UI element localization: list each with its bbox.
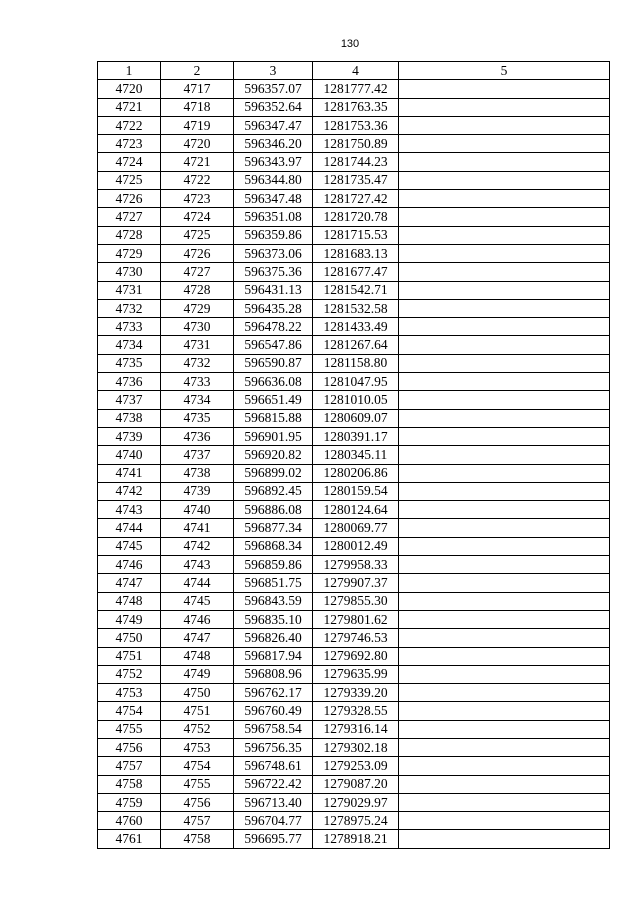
table-cell-col-4: 1279855.30 bbox=[313, 592, 399, 610]
table-cell-col-1: 4735 bbox=[98, 354, 161, 372]
table-row bbox=[98, 318, 610, 336]
table-cell-col-2: 4728 bbox=[161, 281, 234, 299]
table-cell-col-4: 1280391.17 bbox=[313, 427, 399, 445]
table-cell-col-5 bbox=[399, 793, 610, 811]
table-row bbox=[98, 263, 610, 281]
table-cell-col-5 bbox=[399, 775, 610, 793]
table-row bbox=[98, 793, 610, 811]
table-cell-col-3: 596859.86 bbox=[234, 556, 313, 574]
table-cell-col-2: 4717 bbox=[161, 80, 234, 98]
table-row bbox=[98, 501, 610, 519]
table-cell-col-3: 596435.28 bbox=[234, 299, 313, 317]
table-cell-col-3: 596815.88 bbox=[234, 409, 313, 427]
table-cell-col-4: 1279302.18 bbox=[313, 738, 399, 756]
table-cell-col-5 bbox=[399, 482, 610, 500]
table-cell-col-2: 4729 bbox=[161, 299, 234, 317]
table-cell-col-5 bbox=[399, 684, 610, 702]
table-row bbox=[98, 226, 610, 244]
table-cell-col-4: 1281532.58 bbox=[313, 299, 399, 317]
table-row bbox=[98, 299, 610, 317]
table-cell-col-1: 4739 bbox=[98, 427, 161, 445]
table-cell-col-3: 596352.64 bbox=[234, 98, 313, 116]
table-cell-col-4: 1279029.97 bbox=[313, 793, 399, 811]
table-cell-col-1: 4720 bbox=[98, 80, 161, 98]
table-cell-col-2: 4740 bbox=[161, 501, 234, 519]
table-row bbox=[98, 446, 610, 464]
table-cell-col-3: 596722.42 bbox=[234, 775, 313, 793]
table-cell-col-2: 4746 bbox=[161, 610, 234, 628]
table-cell-col-4: 1279253.09 bbox=[313, 757, 399, 775]
table-cell-col-1: 4732 bbox=[98, 299, 161, 317]
table-row bbox=[98, 537, 610, 555]
table-cell-col-3: 596868.34 bbox=[234, 537, 313, 555]
table-cell-col-2: 4754 bbox=[161, 757, 234, 775]
table-row bbox=[98, 812, 610, 830]
table-cell-col-5 bbox=[399, 702, 610, 720]
table-cell-col-1: 4746 bbox=[98, 556, 161, 574]
table-cell-col-2: 4753 bbox=[161, 738, 234, 756]
table-cell-col-2: 4726 bbox=[161, 244, 234, 262]
table-cell-col-3: 596886.08 bbox=[234, 501, 313, 519]
table-cell-col-5 bbox=[399, 519, 610, 537]
table-row bbox=[98, 757, 610, 775]
table-cell-col-3: 596547.86 bbox=[234, 336, 313, 354]
table-cell-col-5 bbox=[399, 738, 610, 756]
table-cell-col-3: 596695.77 bbox=[234, 830, 313, 848]
table-cell-col-3: 596590.87 bbox=[234, 354, 313, 372]
table-cell-col-1: 4733 bbox=[98, 318, 161, 336]
table-cell-col-1: 4747 bbox=[98, 574, 161, 592]
table-cell-col-1: 4757 bbox=[98, 757, 161, 775]
table-cell-col-2: 4730 bbox=[161, 318, 234, 336]
table-cell-col-3: 596704.77 bbox=[234, 812, 313, 830]
table-cell-col-4: 1281753.36 bbox=[313, 116, 399, 134]
table-cell-col-1: 4727 bbox=[98, 208, 161, 226]
table-cell-col-3: 596808.96 bbox=[234, 665, 313, 683]
table-cell-col-2: 4737 bbox=[161, 446, 234, 464]
page-number: 130 bbox=[340, 38, 360, 50]
table-cell-col-5 bbox=[399, 720, 610, 738]
table-cell-col-5 bbox=[399, 354, 610, 372]
table-cell-col-4: 1279801.62 bbox=[313, 610, 399, 628]
table-cell-col-4: 1281433.49 bbox=[313, 318, 399, 336]
table-cell-col-2: 4741 bbox=[161, 519, 234, 537]
table-cell-col-5 bbox=[399, 812, 610, 830]
table-cell-col-5 bbox=[399, 299, 610, 317]
table-row bbox=[98, 720, 610, 738]
table-cell-col-3: 596478.22 bbox=[234, 318, 313, 336]
table-cell-col-5 bbox=[399, 830, 610, 848]
table-row bbox=[98, 409, 610, 427]
table-cell-col-3: 596843.59 bbox=[234, 592, 313, 610]
table-cell-col-1: 4744 bbox=[98, 519, 161, 537]
table-cell-col-4: 1281267.64 bbox=[313, 336, 399, 354]
table-cell-col-4: 1281744.23 bbox=[313, 153, 399, 171]
table-cell-col-3: 596835.10 bbox=[234, 610, 313, 628]
table-cell-col-1: 4726 bbox=[98, 190, 161, 208]
table-cell-col-1: 4755 bbox=[98, 720, 161, 738]
table-cell-col-2: 4742 bbox=[161, 537, 234, 555]
table-cell-col-5 bbox=[399, 263, 610, 281]
table-cell-col-5 bbox=[399, 116, 610, 134]
table-cell-col-1: 4730 bbox=[98, 263, 161, 281]
table-cell-col-1: 4759 bbox=[98, 793, 161, 811]
table-cell-col-3: 596351.08 bbox=[234, 208, 313, 226]
table-cell-col-1: 4731 bbox=[98, 281, 161, 299]
table-cell-col-4: 1281715.53 bbox=[313, 226, 399, 244]
table-cell-col-1: 4725 bbox=[98, 171, 161, 189]
table-cell-col-2: 4727 bbox=[161, 263, 234, 281]
table-row bbox=[98, 391, 610, 409]
table-cell-col-3: 596762.17 bbox=[234, 684, 313, 702]
table-row bbox=[98, 373, 610, 391]
table-cell-col-1: 4738 bbox=[98, 409, 161, 427]
table-cell-col-2: 4724 bbox=[161, 208, 234, 226]
table-cell-col-5 bbox=[399, 610, 610, 628]
table-row bbox=[98, 354, 610, 372]
table-header-row bbox=[98, 62, 610, 80]
table-cell-col-4: 1279907.37 bbox=[313, 574, 399, 592]
table-cell-col-5 bbox=[399, 171, 610, 189]
table-cell-col-4: 1279635.99 bbox=[313, 665, 399, 683]
table-cell-col-5 bbox=[399, 226, 610, 244]
table-cell-col-5 bbox=[399, 98, 610, 116]
table-row bbox=[98, 116, 610, 134]
table-cell-col-1: 4760 bbox=[98, 812, 161, 830]
table-cell-col-3: 596346.20 bbox=[234, 135, 313, 153]
table-cell-col-5 bbox=[399, 318, 610, 336]
table-cell-col-3: 596748.61 bbox=[234, 757, 313, 775]
table-cell-col-4: 1281750.89 bbox=[313, 135, 399, 153]
table-cell-col-2: 4721 bbox=[161, 153, 234, 171]
table-cell-col-5 bbox=[399, 501, 610, 519]
table-cell-col-5 bbox=[399, 427, 610, 445]
table-cell-col-4: 1281763.35 bbox=[313, 98, 399, 116]
table-cell-col-2: 4752 bbox=[161, 720, 234, 738]
table-row bbox=[98, 519, 610, 537]
table-cell-col-4: 1281727.42 bbox=[313, 190, 399, 208]
table-cell-col-4: 1281683.13 bbox=[313, 244, 399, 262]
table-cell-col-1: 4742 bbox=[98, 482, 161, 500]
table-cell-col-3: 596359.86 bbox=[234, 226, 313, 244]
table-cell-col-4: 1281720.78 bbox=[313, 208, 399, 226]
table-cell-col-3: 596758.54 bbox=[234, 720, 313, 738]
table-cell-col-2: 4739 bbox=[161, 482, 234, 500]
table-row bbox=[98, 482, 610, 500]
table-cell-col-2: 4757 bbox=[161, 812, 234, 830]
table-cell-col-5 bbox=[399, 391, 610, 409]
table-cell-col-2: 4734 bbox=[161, 391, 234, 409]
table-cell-col-5 bbox=[399, 409, 610, 427]
column-header-3: 3 bbox=[234, 62, 313, 80]
table-cell-col-3: 596817.94 bbox=[234, 647, 313, 665]
table-cell-col-5 bbox=[399, 153, 610, 171]
table-cell-col-1: 4724 bbox=[98, 153, 161, 171]
table-row bbox=[98, 738, 610, 756]
table-row bbox=[98, 574, 610, 592]
table-body bbox=[98, 80, 610, 848]
table-row bbox=[98, 592, 610, 610]
table-cell-col-2: 4723 bbox=[161, 190, 234, 208]
table-cell-col-4: 1279958.33 bbox=[313, 556, 399, 574]
table-row bbox=[98, 464, 610, 482]
table-cell-col-3: 596347.47 bbox=[234, 116, 313, 134]
table-cell-col-1: 4722 bbox=[98, 116, 161, 134]
table-cell-col-2: 4748 bbox=[161, 647, 234, 665]
table-cell-col-1: 4750 bbox=[98, 629, 161, 647]
table-row bbox=[98, 171, 610, 189]
table-row bbox=[98, 135, 610, 153]
table-cell-col-1: 4741 bbox=[98, 464, 161, 482]
table-row bbox=[98, 665, 610, 683]
table-cell-col-3: 596892.45 bbox=[234, 482, 313, 500]
table-cell-col-5 bbox=[399, 629, 610, 647]
table-cell-col-4: 1280345.11 bbox=[313, 446, 399, 464]
table-cell-col-1: 4740 bbox=[98, 446, 161, 464]
table-row bbox=[98, 281, 610, 299]
table-cell-col-2: 4735 bbox=[161, 409, 234, 427]
table-cell-col-1: 4751 bbox=[98, 647, 161, 665]
table-cell-col-5 bbox=[399, 757, 610, 775]
table-cell-col-5 bbox=[399, 592, 610, 610]
table-cell-col-1: 4758 bbox=[98, 775, 161, 793]
table-cell-col-4: 1279746.53 bbox=[313, 629, 399, 647]
table-row bbox=[98, 190, 610, 208]
table-cell-col-1: 4753 bbox=[98, 684, 161, 702]
table-cell-col-4: 1279339.20 bbox=[313, 684, 399, 702]
table-cell-col-3: 596899.02 bbox=[234, 464, 313, 482]
table-cell-col-3: 596343.97 bbox=[234, 153, 313, 171]
table-cell-col-4: 1280206.86 bbox=[313, 464, 399, 482]
table-row bbox=[98, 610, 610, 628]
table-cell-col-2: 4725 bbox=[161, 226, 234, 244]
table-row bbox=[98, 244, 610, 262]
table-cell-col-3: 596851.75 bbox=[234, 574, 313, 592]
table-cell-col-3: 596347.48 bbox=[234, 190, 313, 208]
table-row bbox=[98, 556, 610, 574]
table-row bbox=[98, 629, 610, 647]
table-cell-col-3: 596826.40 bbox=[234, 629, 313, 647]
table-cell-col-5 bbox=[399, 281, 610, 299]
table-cell-col-4: 1278918.21 bbox=[313, 830, 399, 848]
table-row bbox=[98, 153, 610, 171]
table-cell-col-4: 1279692.80 bbox=[313, 647, 399, 665]
table-row bbox=[98, 684, 610, 702]
table-cell-col-5 bbox=[399, 373, 610, 391]
table-cell-col-3: 596344.80 bbox=[234, 171, 313, 189]
table-cell-col-5 bbox=[399, 208, 610, 226]
table-cell-col-2: 4736 bbox=[161, 427, 234, 445]
table-cell-col-3: 596357.07 bbox=[234, 80, 313, 98]
table-cell-col-4: 1281158.80 bbox=[313, 354, 399, 372]
table-cell-col-2: 4733 bbox=[161, 373, 234, 391]
table-cell-col-4: 1280012.49 bbox=[313, 537, 399, 555]
table-cell-col-2: 4751 bbox=[161, 702, 234, 720]
table-row bbox=[98, 427, 610, 445]
table-cell-col-3: 596756.35 bbox=[234, 738, 313, 756]
table-cell-col-1: 4737 bbox=[98, 391, 161, 409]
table-cell-col-1: 4754 bbox=[98, 702, 161, 720]
column-header-5: 5 bbox=[399, 62, 610, 80]
table-cell-col-1: 4761 bbox=[98, 830, 161, 848]
table-cell-col-4: 1281777.42 bbox=[313, 80, 399, 98]
table-cell-col-2: 4743 bbox=[161, 556, 234, 574]
table-cell-col-5 bbox=[399, 336, 610, 354]
table-row bbox=[98, 702, 610, 720]
table-cell-col-5 bbox=[399, 574, 610, 592]
table-cell-col-3: 596901.95 bbox=[234, 427, 313, 445]
table-cell-col-3: 596920.82 bbox=[234, 446, 313, 464]
table-cell-col-1: 4721 bbox=[98, 98, 161, 116]
table-cell-col-2: 4722 bbox=[161, 171, 234, 189]
table-row bbox=[98, 80, 610, 98]
table-cell-col-2: 4756 bbox=[161, 793, 234, 811]
table-cell-col-4: 1279316.14 bbox=[313, 720, 399, 738]
table-cell-col-4: 1281010.05 bbox=[313, 391, 399, 409]
table-cell-col-1: 4729 bbox=[98, 244, 161, 262]
table-cell-col-4: 1280069.77 bbox=[313, 519, 399, 537]
table-cell-col-1: 4723 bbox=[98, 135, 161, 153]
table-cell-col-4: 1281677.47 bbox=[313, 263, 399, 281]
table-cell-col-5 bbox=[399, 647, 610, 665]
table-cell-col-4: 1280159.54 bbox=[313, 482, 399, 500]
table-cell-col-3: 596375.36 bbox=[234, 263, 313, 281]
table-cell-col-5 bbox=[399, 537, 610, 555]
table-cell-col-2: 4749 bbox=[161, 665, 234, 683]
table-cell-col-4: 1281542.71 bbox=[313, 281, 399, 299]
table-cell-col-2: 4750 bbox=[161, 684, 234, 702]
table-cell-col-2: 4747 bbox=[161, 629, 234, 647]
table-cell-col-1: 4749 bbox=[98, 610, 161, 628]
table-row bbox=[98, 208, 610, 226]
table-cell-col-4: 1280124.64 bbox=[313, 501, 399, 519]
table-cell-col-2: 4745 bbox=[161, 592, 234, 610]
column-header-2: 2 bbox=[161, 62, 234, 80]
table-cell-col-5 bbox=[399, 244, 610, 262]
table-cell-col-3: 596760.49 bbox=[234, 702, 313, 720]
table-row bbox=[98, 98, 610, 116]
table-row bbox=[98, 647, 610, 665]
table-cell-col-2: 4758 bbox=[161, 830, 234, 848]
table-cell-col-1: 4728 bbox=[98, 226, 161, 244]
table-cell-col-2: 4738 bbox=[161, 464, 234, 482]
table-row bbox=[98, 830, 610, 848]
table-cell-col-2: 4718 bbox=[161, 98, 234, 116]
table-cell-col-2: 4755 bbox=[161, 775, 234, 793]
table-cell-col-1: 4734 bbox=[98, 336, 161, 354]
table-cell-col-3: 596373.06 bbox=[234, 244, 313, 262]
table-cell-col-1: 4736 bbox=[98, 373, 161, 391]
table-cell-col-3: 596431.13 bbox=[234, 281, 313, 299]
table-cell-col-1: 4756 bbox=[98, 738, 161, 756]
table-cell-col-2: 4744 bbox=[161, 574, 234, 592]
table-cell-col-1: 4748 bbox=[98, 592, 161, 610]
column-header-4: 4 bbox=[313, 62, 399, 80]
table-cell-col-5 bbox=[399, 464, 610, 482]
table-cell-col-4: 1281047.95 bbox=[313, 373, 399, 391]
table-cell-col-5 bbox=[399, 80, 610, 98]
table-cell-col-4: 1279087.20 bbox=[313, 775, 399, 793]
table-cell-col-2: 4719 bbox=[161, 116, 234, 134]
table-row bbox=[98, 336, 610, 354]
table-cell-col-1: 4745 bbox=[98, 537, 161, 555]
table-cell-col-4: 1279328.55 bbox=[313, 702, 399, 720]
table-cell-col-2: 4720 bbox=[161, 135, 234, 153]
table-cell-col-2: 4732 bbox=[161, 354, 234, 372]
column-header-1: 1 bbox=[98, 62, 161, 80]
table-cell-col-1: 4752 bbox=[98, 665, 161, 683]
table-cell-col-1: 4743 bbox=[98, 501, 161, 519]
table-cell-col-3: 596877.34 bbox=[234, 519, 313, 537]
table-cell-col-3: 596636.08 bbox=[234, 373, 313, 391]
table-cell-col-5 bbox=[399, 135, 610, 153]
table-row bbox=[98, 775, 610, 793]
table-cell-col-3: 596651.49 bbox=[234, 391, 313, 409]
table-cell-col-4: 1280609.07 bbox=[313, 409, 399, 427]
table-cell-col-2: 4731 bbox=[161, 336, 234, 354]
table-cell-col-4: 1281735.47 bbox=[313, 171, 399, 189]
table-cell-col-5 bbox=[399, 446, 610, 464]
table-cell-col-5 bbox=[399, 190, 610, 208]
table-cell-col-5 bbox=[399, 556, 610, 574]
coordinates-table bbox=[97, 61, 610, 849]
table-cell-col-4: 1278975.24 bbox=[313, 812, 399, 830]
table-cell-col-5 bbox=[399, 665, 610, 683]
table-cell-col-3: 596713.40 bbox=[234, 793, 313, 811]
